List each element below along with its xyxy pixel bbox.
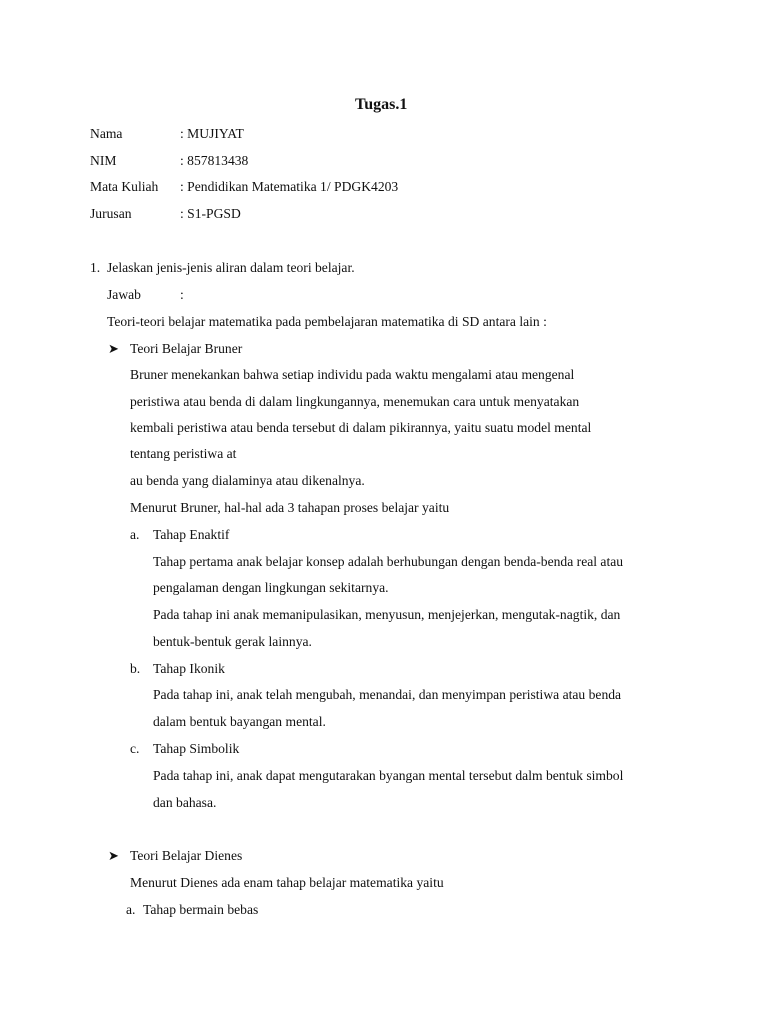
stage-text-line: pengalaman dengan lingkungan sekitarnya. — [153, 580, 389, 595]
document-title: Tugas.1 — [355, 96, 408, 113]
dienes-heading: Teori Belajar Dienes — [130, 848, 243, 863]
identity-value-nim: : 857813438 — [180, 153, 249, 168]
stage-name: Tahap Ikonik — [153, 661, 225, 676]
question-text: Jelaskan jenis-jenis aliran dalam teori belajar. — [107, 260, 355, 275]
identity-label-mata-kuliah: Mata Kuliah — [90, 179, 159, 194]
stage-name: Tahap Simbolik — [153, 741, 240, 756]
answer-intro: Teori-teori belajar matematika pada pembelajaran matematika di SD antara lain : — [107, 314, 547, 329]
answer-label: Jawab — [107, 287, 141, 302]
bruner-paragraph-line: peristiwa atau benda di dalam lingkungannya, menemukan cara untuk menyatakan — [130, 394, 580, 409]
stage-name: Tahap bermain bebas — [143, 902, 259, 917]
stage-text-line: Pada tahap ini anak memanipulasikan, menyusun, menjejerkan, mengutak-nagtik, dan — [153, 607, 621, 622]
bullet-arrow-icon: ➤ — [108, 341, 119, 356]
bullet-arrow-icon: ➤ — [108, 848, 119, 863]
stage-name: Tahap Enaktif — [153, 527, 230, 542]
stage-text-line: dalam bentuk bayangan mental. — [153, 714, 326, 729]
bruner-paragraph-line: au benda yang dialaminya atau dikenalnya. — [130, 473, 365, 488]
stage-marker: a. — [126, 902, 136, 917]
identity-value-jurusan: : S1-PGSD — [180, 206, 241, 221]
bruner-paragraph-line: kembali peristiwa atau benda tersebut di dalam pikirannya, yaitu suatu model mental — [130, 420, 592, 435]
bruner-paragraph-line: tentang peristiwa at — [130, 446, 237, 461]
stage-marker: b. — [130, 661, 141, 676]
bruner-heading: Teori Belajar Bruner — [130, 341, 243, 356]
stage-text-line: Pada tahap ini, anak telah mengubah, menandai, dan menyimpan peristiwa atau benda — [153, 687, 622, 702]
question-number: 1. — [90, 260, 101, 275]
identity-value-mata-kuliah: : Pendidikan Matematika 1/ PDGK4203 — [180, 179, 399, 194]
identity-label-nama: Nama — [90, 126, 123, 141]
stage-text-line: Pada tahap ini, anak dapat mengutarakan byangan mental tersebut dalm bentuk simbol — [153, 768, 624, 783]
stage-text-line: bentuk-bentuk gerak lainnya. — [153, 634, 312, 649]
stage-text-line: dan bahasa. — [153, 795, 217, 810]
bruner-paragraph-line: Bruner menekankan bahwa setiap individu pada waktu mengalami atau mengenal — [130, 367, 575, 382]
dienes-intro: Menurut Dienes ada enam tahap belajar matematika yaitu — [130, 875, 444, 890]
answer-colon: : — [180, 287, 184, 302]
identity-label-nim: NIM — [90, 153, 117, 168]
identity-label-jurusan: Jurusan — [90, 206, 132, 221]
bruner-stages-intro: Menurut Bruner, hal-hal ada 3 tahapan proses belajar yaitu — [130, 500, 450, 515]
stage-marker: c. — [130, 741, 140, 756]
identity-value-nama: : MUJIYAT — [180, 126, 244, 141]
stage-text-line: Tahap pertama anak belajar konsep adalah berhubungan dengan benda-benda real atau — [153, 554, 624, 569]
stage-marker: a. — [130, 527, 140, 542]
